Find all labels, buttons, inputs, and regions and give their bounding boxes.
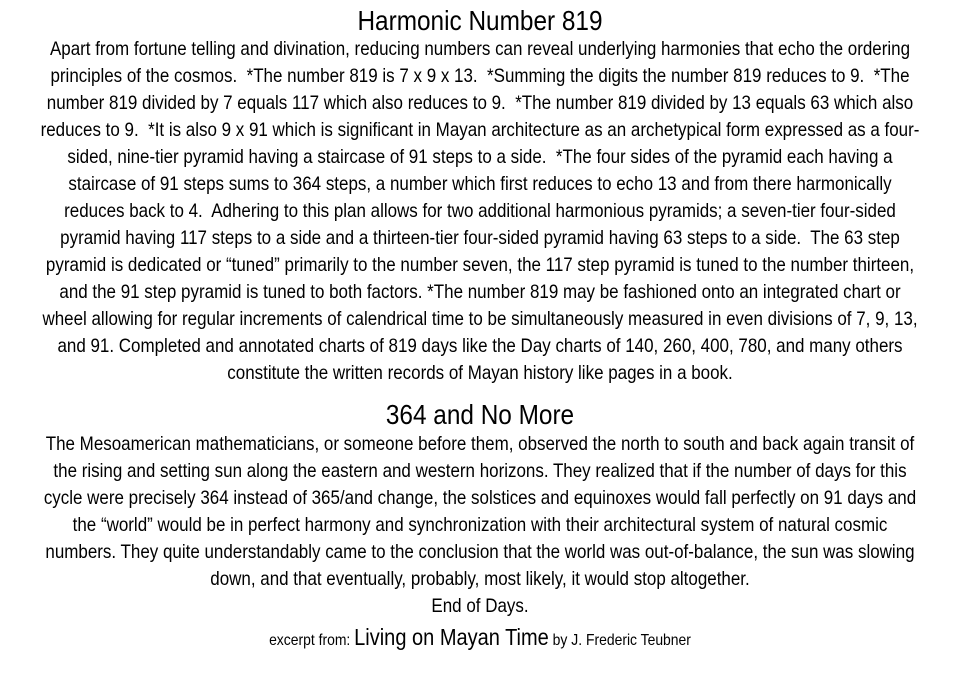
document-title: Harmonic Number 819 [357, 5, 603, 36]
364-paragraph: The Mesoamerican mathematicians, or someone before them, observed the north to south and back again transit of the rising and setting sun along the eastern and western horizons. They realized that if the number of days for this cycle were precisely 364 instead of 365/and change, the solstices and equinoxes would fall perfectly on 91 days and the “world” would be in perfect harmony and synchronization with their architectural system of natural cosmic numbers. They quite understandably came to the conclusion that the world was out-of-balance, the sun was slowing down, and that eventually, probably, most likely, it would stop altogether. [43, 433, 921, 590]
section-title-364-and-no-more: 364 and No More [385, 399, 575, 430]
attribution-author: by J. Frederic Teubner [552, 632, 691, 649]
harmonic-number-paragraph: Apart from fortune telling and divination, reducing numbers can reveal underlying harmonies that echo the ordering principles of the cosmos. *The number 819 is 7 x 9 x 13. *Summing the digits the number 819 reduces to 9. *The number 819 divided by 7 equals 117 which also reduces to 9. *The number 819 divided by 13 equals 63 which also reduces to 9. *It is also 9 x 91 which is significant in Mayan architecture as an archetypical form expressed as a four-sided, nine-tier pyramid having a staircase of 91 steps to a side. *The four sides of the pyramid each having a staircase of 91 steps sums to 364 steps, a number which first reduces to echo 13 and from there harmonically reduces back to 4. Adhering to this plan allows for two additional harmonious pyramids; a seven-tier four-sided pyramid having 117 steps to a side and a thirteen-tier four-sided pyramid having 63 steps to a side. The 63 step pyramid is dedicated or “tuned” primarily to the number seven, the 117 step pyramid is tuned to the number thirteen, and the 91 step pyramid is tuned to both factors. *The number 819 may be fashioned onto an integrated chart or wheel allowing for regular increments of calendrical time to be simultaneously measured in even divisions of 7, 9, 13, and 91. Completed and annotated charts of 819 days like the Day charts of 140, 260, 400, 780, and many others constitute the written records of Mayan history like pages in a book. [40, 38, 923, 384]
book-title: Living on Mayan Time [354, 624, 549, 650]
end-of-days-line: End of Days. [431, 595, 529, 617]
attribution [40, 622, 920, 656]
attribution-prefix: excerpt from: [269, 632, 351, 649]
